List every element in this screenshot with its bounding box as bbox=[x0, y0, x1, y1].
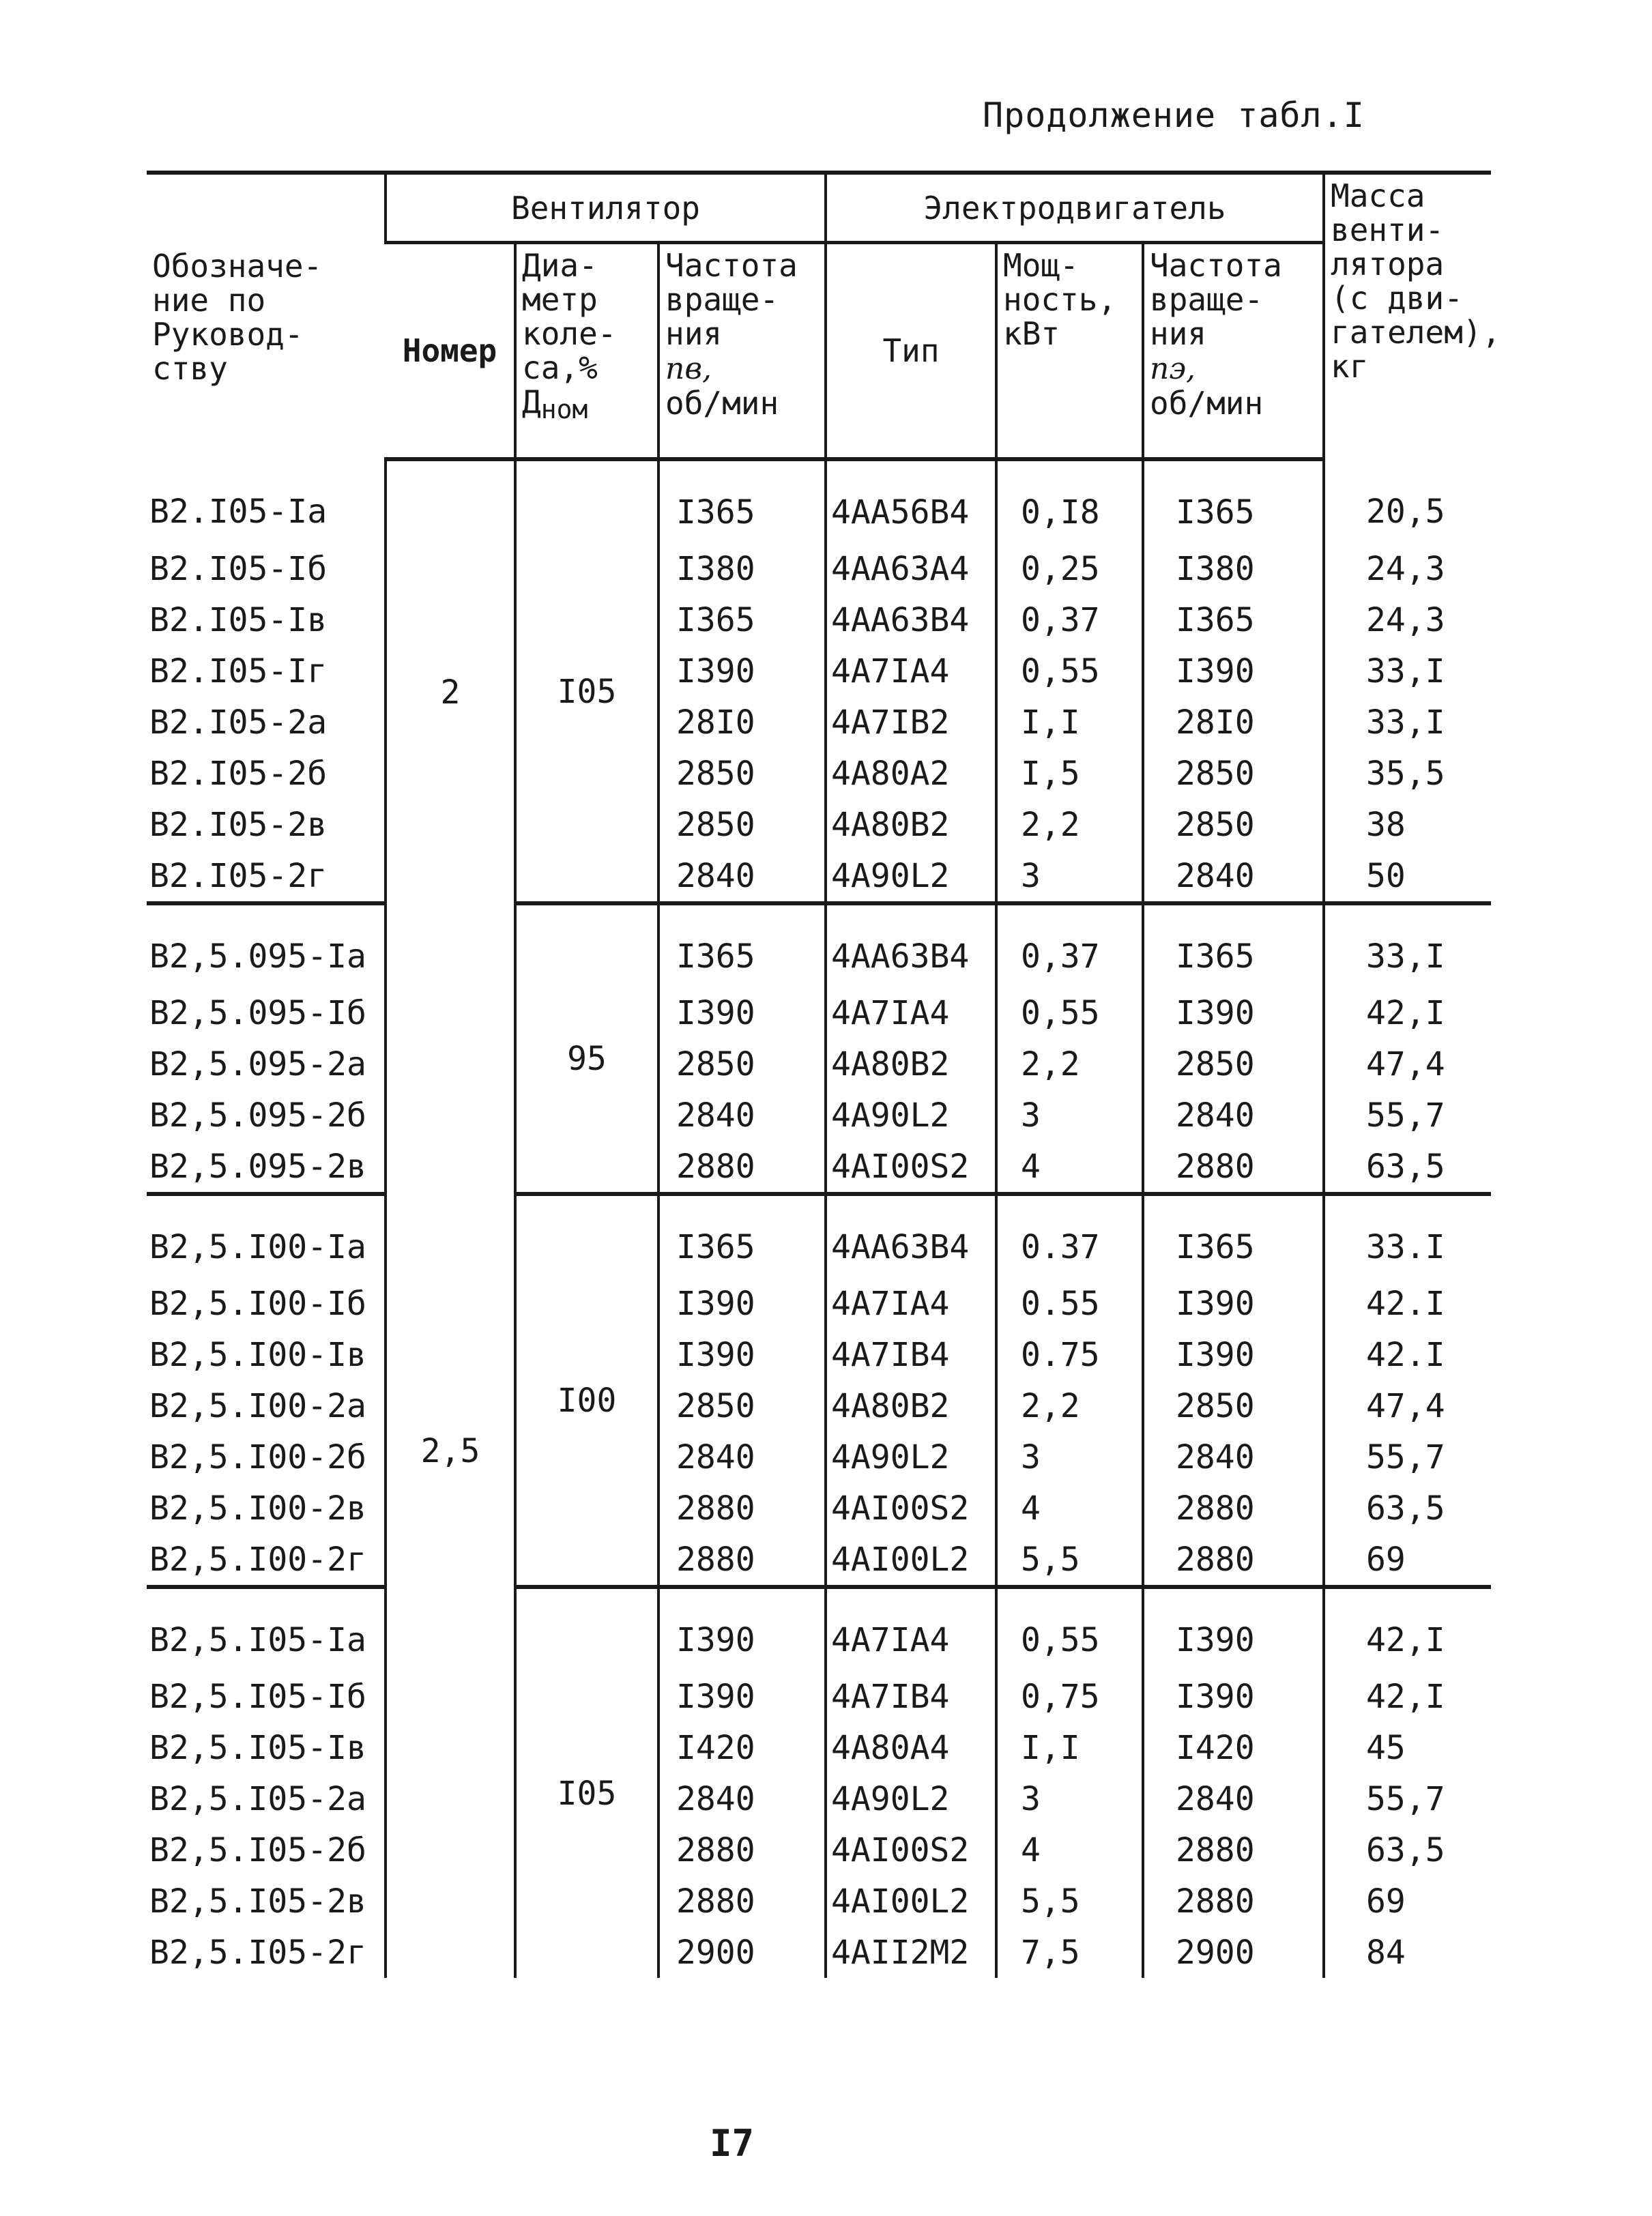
table-row bbox=[147, 1090, 1491, 1141]
fan-rpm-cell: 2880 bbox=[658, 1876, 826, 1927]
header-number: Номер bbox=[386, 243, 515, 460]
motor-rpm-cell: 2850 bbox=[1143, 799, 1324, 850]
diameter-cell: 95 bbox=[515, 903, 658, 1194]
header-motor: Электродвигатель bbox=[826, 173, 1324, 243]
designation-cell: В2.I05-2б bbox=[149, 754, 328, 793]
power-cell: I,I bbox=[996, 697, 1143, 748]
power-cell: 0,37 bbox=[996, 903, 1143, 987]
motor-type-cell: 4А80В2 bbox=[826, 799, 996, 850]
table-row bbox=[147, 594, 1491, 645]
motor-rpm-cell: I390 bbox=[1143, 987, 1324, 1038]
table-row bbox=[147, 748, 1491, 799]
power-cell: 3 bbox=[996, 1431, 1143, 1483]
power-cell: 0,75 bbox=[996, 1671, 1143, 1722]
header-diameter bbox=[515, 243, 658, 460]
fan-rpm-cell: I390 bbox=[658, 645, 826, 697]
fan-specification-table bbox=[147, 171, 1501, 1978]
fan-rpm-cell: 2840 bbox=[658, 1431, 826, 1483]
table-row bbox=[147, 1431, 1491, 1483]
fan-rpm-cell: I420 bbox=[658, 1722, 826, 1773]
fan-rpm-cell: 2880 bbox=[658, 1824, 826, 1876]
mass-cell: 33,I bbox=[1324, 697, 1491, 748]
designation-cell: В2,5.I05-Iб bbox=[149, 1677, 366, 1716]
table-row bbox=[147, 645, 1491, 697]
mass-cell: 35,5 bbox=[1324, 748, 1491, 799]
power-cell: 4 bbox=[996, 1483, 1143, 1534]
power-cell: 4 bbox=[996, 1141, 1143, 1194]
mass-cell: 24,3 bbox=[1324, 543, 1491, 594]
page-number: I7 bbox=[710, 2122, 755, 2165]
designation-cell: В2,5.I00-Iа bbox=[149, 1228, 366, 1266]
mass-cell: 42,I bbox=[1324, 987, 1491, 1038]
header-fan: Вентилятор bbox=[386, 173, 826, 243]
table-row bbox=[147, 1194, 1491, 1278]
designation-cell: В2,5.095-2б bbox=[149, 1096, 366, 1135]
power-cell: 2,2 bbox=[996, 1038, 1143, 1090]
header-motor-type: Тип bbox=[826, 243, 996, 460]
mass-cell: 42.I bbox=[1324, 1329, 1491, 1380]
header-fan-rpm bbox=[658, 243, 826, 460]
fan-rpm-cell: I390 bbox=[658, 1278, 826, 1329]
motor-rpm-cell: 2880 bbox=[1143, 1824, 1324, 1876]
mass-cell: 33.I bbox=[1324, 1194, 1491, 1278]
motor-type-cell: 4АА63А4 bbox=[826, 543, 996, 594]
fan-rpm-cell: 2850 bbox=[658, 799, 826, 850]
designation-cell: В2.I05-Iа bbox=[149, 492, 328, 531]
motor-type-cell: 4АI00L2 bbox=[826, 1534, 996, 1587]
mass-cell: 63,5 bbox=[1324, 1483, 1491, 1534]
mass-cell: 42,I bbox=[1324, 1587, 1491, 1671]
motor-rpm-cell: I365 bbox=[1143, 459, 1324, 543]
table-row bbox=[147, 1380, 1491, 1431]
motor-rpm-cell: I365 bbox=[1143, 903, 1324, 987]
mass-cell: 63,5 bbox=[1324, 1141, 1491, 1194]
power-cell: 7,5 bbox=[996, 1927, 1143, 1978]
fan-rpm-cell: 2900 bbox=[658, 1927, 826, 1978]
designation-cell: В2.I05-Iг bbox=[149, 652, 328, 690]
motor-rpm-cell: 2840 bbox=[1143, 1431, 1324, 1483]
mass-cell: 42.I bbox=[1324, 1278, 1491, 1329]
motor-type-cell: 4АI00L2 bbox=[826, 1876, 996, 1927]
designation-cell: В2,5.I00-Iб bbox=[149, 1284, 366, 1323]
mass-cell: 20,5 bbox=[1324, 459, 1491, 543]
mass-cell: 69 bbox=[1324, 1534, 1491, 1587]
fan-rpm-cell: I365 bbox=[658, 459, 826, 543]
motor-type-cell: 4А7IА4 bbox=[826, 1587, 996, 1671]
designation-cell: В2,5.I05-2г bbox=[149, 1933, 366, 1972]
designation-cell: В2,5.095-2а bbox=[149, 1045, 366, 1083]
designation-cell: В2,5.I00-2а bbox=[149, 1386, 366, 1425]
fan-rpm-cell: 2880 bbox=[658, 1534, 826, 1587]
header-fan-rpm-symbol: nв, bbox=[665, 351, 712, 386]
motor-type-cell: 4АI00S2 bbox=[826, 1824, 996, 1876]
fan-number-cell: 2 bbox=[386, 459, 515, 903]
motor-type-cell: 4АА63В4 bbox=[826, 594, 996, 645]
motor-rpm-cell: I390 bbox=[1143, 1278, 1324, 1329]
mass-cell: 63,5 bbox=[1324, 1824, 1491, 1876]
designation-cell: В2,5.I05-2б bbox=[149, 1831, 366, 1869]
power-cell: 3 bbox=[996, 1090, 1143, 1141]
mass-cell: 55,7 bbox=[1324, 1090, 1491, 1141]
diameter-cell: I05 bbox=[515, 1587, 658, 1978]
diameter-cell: I05 bbox=[515, 459, 658, 903]
fan-rpm-cell: I365 bbox=[658, 594, 826, 645]
motor-type-cell: 4А80В2 bbox=[826, 1038, 996, 1090]
power-cell: 0.75 bbox=[996, 1329, 1143, 1380]
table-row bbox=[147, 799, 1491, 850]
motor-type-cell: 4А90L2 bbox=[826, 1773, 996, 1824]
designation-cell: В2,5.I05-Iв bbox=[149, 1728, 366, 1767]
motor-rpm-cell: 2880 bbox=[1143, 1483, 1324, 1534]
header-fan-rpm-label: Частота враще-ния bbox=[665, 247, 798, 352]
power-cell: 5,5 bbox=[996, 1534, 1143, 1587]
motor-type-cell: 4АI00S2 bbox=[826, 1141, 996, 1194]
power-cell: 2,2 bbox=[996, 799, 1143, 850]
mass-cell: 45 bbox=[1324, 1722, 1491, 1773]
table-row bbox=[147, 1038, 1491, 1090]
power-cell: 0,55 bbox=[996, 987, 1143, 1038]
fan-rpm-cell: I390 bbox=[658, 1671, 826, 1722]
motor-rpm-cell: I365 bbox=[1143, 594, 1324, 645]
motor-type-cell: 4А80А4 bbox=[826, 1722, 996, 1773]
header-motor-rpm bbox=[1143, 243, 1324, 460]
fan-rpm-cell: I390 bbox=[658, 987, 826, 1038]
table-row bbox=[147, 1483, 1491, 1534]
fan-rpm-cell: I390 bbox=[658, 1329, 826, 1380]
motor-type-cell: 4А7IВ4 bbox=[826, 1671, 996, 1722]
motor-rpm-cell: 2840 bbox=[1143, 850, 1324, 903]
motor-rpm-cell: 2880 bbox=[1143, 1534, 1324, 1587]
power-cell: 0,55 bbox=[996, 645, 1143, 697]
table-row bbox=[147, 1587, 1491, 1671]
table-row bbox=[147, 543, 1491, 594]
power-cell: 5,5 bbox=[996, 1876, 1143, 1927]
mass-cell: 47,4 bbox=[1324, 1380, 1491, 1431]
header-fan-rpm-unit: об/мин bbox=[665, 385, 779, 422]
fan-rpm-cell: 2880 bbox=[658, 1141, 826, 1194]
motor-rpm-cell: I390 bbox=[1143, 1671, 1324, 1722]
motor-type-cell: 4А7IА4 bbox=[826, 1278, 996, 1329]
motor-rpm-cell: I365 bbox=[1143, 1194, 1324, 1278]
table-row bbox=[147, 987, 1491, 1038]
table-body bbox=[147, 459, 1491, 1978]
fan-rpm-cell: I365 bbox=[658, 1194, 826, 1278]
table-row bbox=[147, 1876, 1491, 1927]
power-cell: I,5 bbox=[996, 748, 1143, 799]
power-cell: 0,I8 bbox=[996, 459, 1143, 543]
motor-type-cell: 4А7IВ2 bbox=[826, 697, 996, 748]
header-motor-rpm-label: Частота враще-ния bbox=[1150, 247, 1282, 352]
power-cell: 0,37 bbox=[996, 594, 1143, 645]
fan-rpm-cell: 2840 bbox=[658, 1773, 826, 1824]
power-cell: 4 bbox=[996, 1824, 1143, 1876]
table-row bbox=[147, 697, 1491, 748]
fan-number-cell: 2,5 bbox=[386, 903, 515, 1978]
mass-cell: 84 bbox=[1324, 1927, 1491, 1978]
motor-type-cell: 4А7IВ4 bbox=[826, 1329, 996, 1380]
motor-rpm-cell: I390 bbox=[1143, 645, 1324, 697]
motor-type-cell: 4АА63В4 bbox=[826, 903, 996, 987]
motor-rpm-cell: 2850 bbox=[1143, 1038, 1324, 1090]
fan-rpm-cell: I390 bbox=[658, 1587, 826, 1671]
header-diameter-sub: ном bbox=[540, 394, 588, 424]
motor-rpm-cell: 2850 bbox=[1143, 1380, 1324, 1431]
motor-rpm-cell: 2850 bbox=[1143, 748, 1324, 799]
motor-rpm-cell: 2880 bbox=[1143, 1876, 1324, 1927]
motor-type-cell: 4А90L2 bbox=[826, 1431, 996, 1483]
mass-cell: 69 bbox=[1324, 1876, 1491, 1927]
motor-rpm-cell: 2840 bbox=[1143, 1090, 1324, 1141]
table-row bbox=[147, 850, 1491, 903]
mass-cell: 33,I bbox=[1324, 645, 1491, 697]
table-row bbox=[147, 1141, 1491, 1194]
mass-cell: 33,I bbox=[1324, 903, 1491, 987]
header-mass: Масса венти-лятора (с дви-гателем), кг bbox=[1324, 173, 1491, 459]
motor-rpm-cell: I380 bbox=[1143, 543, 1324, 594]
motor-type-cell: 4А7IА4 bbox=[826, 645, 996, 697]
header-power: Мощ-ность, кВт bbox=[996, 243, 1143, 460]
header-motor-rpm-symbol: nэ, bbox=[1150, 351, 1195, 386]
motor-type-cell: 4А80А2 bbox=[826, 748, 996, 799]
mass-cell: 55,7 bbox=[1324, 1773, 1491, 1824]
power-cell: 3 bbox=[996, 850, 1143, 903]
designation-cell: В2.I05-2в bbox=[149, 805, 328, 844]
motor-type-cell: 4АА63В4 bbox=[826, 1194, 996, 1278]
power-cell: 0.55 bbox=[996, 1278, 1143, 1329]
fan-rpm-cell: 2880 bbox=[658, 1483, 826, 1534]
motor-rpm-cell: 2880 bbox=[1143, 1141, 1324, 1194]
designation-cell: В2,5.I05-2а bbox=[149, 1779, 366, 1818]
motor-type-cell: 4АI00S2 bbox=[826, 1483, 996, 1534]
designation-cell: В2,5.I00-2б bbox=[149, 1438, 366, 1476]
designation-cell: В2,5.095-Iб bbox=[149, 993, 366, 1032]
designation-cell: В2.I05-2а bbox=[149, 703, 328, 742]
designation-cell: В2,5.095-Iа bbox=[149, 937, 366, 976]
power-cell: 0.37 bbox=[996, 1194, 1143, 1278]
fan-rpm-cell: 2850 bbox=[658, 1380, 826, 1431]
motor-rpm-cell: I390 bbox=[1143, 1587, 1324, 1671]
power-cell: 3 bbox=[996, 1773, 1143, 1824]
fan-rpm-cell: 2840 bbox=[658, 1090, 826, 1141]
header-diameter-label: Диа-метр коле-са,% bbox=[522, 247, 617, 386]
motor-rpm-cell: 2900 bbox=[1143, 1927, 1324, 1978]
designation-cell: В2,5.I05-Iа bbox=[149, 1621, 366, 1659]
table-row bbox=[147, 1722, 1491, 1773]
motor-type-cell: 4АА56В4 bbox=[826, 459, 996, 543]
motor-type-cell: 4А90L2 bbox=[826, 850, 996, 903]
table-row bbox=[147, 1927, 1491, 1978]
mass-cell: 47,4 bbox=[1324, 1038, 1491, 1090]
mass-cell: 42,I bbox=[1324, 1671, 1491, 1722]
motor-rpm-cell: I420 bbox=[1143, 1722, 1324, 1773]
designation-cell: В2,5.I00-2г bbox=[147, 1534, 386, 1587]
motor-type-cell: 4А7IА4 bbox=[826, 987, 996, 1038]
fan-rpm-cell: 28I0 bbox=[658, 697, 826, 748]
header-motor-rpm-unit: об/мин bbox=[1150, 385, 1264, 422]
mass-cell: 55,7 bbox=[1324, 1431, 1491, 1483]
table-row bbox=[147, 903, 1491, 987]
designation-cell: В2,5.I05-2в bbox=[149, 1882, 366, 1921]
power-cell: 2,2 bbox=[996, 1380, 1143, 1431]
designation-cell: В2.I05-Iб bbox=[149, 549, 328, 588]
motor-type-cell: 4А80В2 bbox=[826, 1380, 996, 1431]
motor-rpm-cell: 28I0 bbox=[1143, 697, 1324, 748]
header-designation: Обозначе-ние по Руковод-ству bbox=[152, 247, 323, 387]
mass-cell: 38 bbox=[1324, 799, 1491, 850]
table-row bbox=[147, 1329, 1491, 1380]
designation-cell: В2,5.095-2в bbox=[147, 1141, 386, 1194]
fan-rpm-cell: I380 bbox=[658, 543, 826, 594]
designation-cell: В2.I05-2г bbox=[147, 850, 386, 903]
table-row bbox=[147, 1773, 1491, 1824]
motor-type-cell: 4А90L2 bbox=[826, 1090, 996, 1141]
motor-rpm-cell: I390 bbox=[1143, 1329, 1324, 1380]
fan-rpm-cell: 2850 bbox=[658, 1038, 826, 1090]
power-cell: 0,55 bbox=[996, 1587, 1143, 1671]
diameter-cell: I00 bbox=[515, 1194, 658, 1587]
fan-rpm-cell: 2840 bbox=[658, 850, 826, 903]
header-diameter-symbol: Д bbox=[522, 383, 541, 420]
motor-type-cell: 4АII2М2 bbox=[826, 1927, 996, 1978]
mass-cell: 50 bbox=[1324, 850, 1491, 903]
table-caption: Продолжение табл.I bbox=[983, 96, 1365, 135]
motor-rpm-cell: 2840 bbox=[1143, 1773, 1324, 1824]
table-row bbox=[147, 1824, 1491, 1876]
table-row bbox=[147, 1534, 1491, 1587]
table-row bbox=[147, 459, 1491, 543]
designation-cell: В2,5.I00-Iв bbox=[149, 1335, 366, 1374]
table-row bbox=[147, 1671, 1491, 1722]
designation-cell: В2,5.I00-2в bbox=[149, 1489, 366, 1528]
designation-cell: В2.I05-Iв bbox=[149, 600, 328, 639]
fan-rpm-cell: I365 bbox=[658, 903, 826, 987]
mass-cell: 24,3 bbox=[1324, 594, 1491, 645]
power-cell: 0,25 bbox=[996, 543, 1143, 594]
table-row bbox=[147, 1278, 1491, 1329]
fan-rpm-cell: 2850 bbox=[658, 748, 826, 799]
power-cell: I,I bbox=[996, 1722, 1143, 1773]
